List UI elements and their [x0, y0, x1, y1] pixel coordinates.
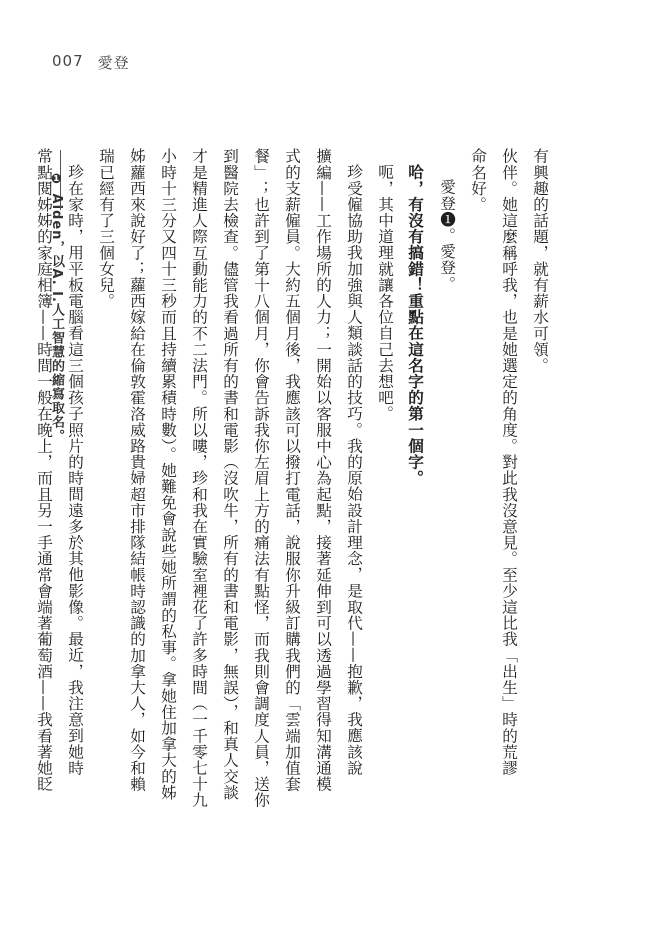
text-line: 瑞已經有了三個女兒。 [97, 148, 115, 309]
body-text [28, 148, 555, 888]
text-line: 愛登❶。愛登。 [438, 179, 456, 292]
page-number: 007 [52, 52, 84, 70]
text-line: 到醫院去檢查。儘管我看過所有的書和電影（沒吹牛，所有的書和電影，無誤），和真人交談 [221, 148, 239, 801]
footnote: ❶ Aiden，以A. I.人工智慧的縮寫取名。 [49, 172, 64, 443]
chapter-title: 愛登 [97, 54, 130, 72]
text-line: 姊蘿西來說好了；蘿西嫁給在倫敦霍洛威路貴婦超市排隊結帳時認識的加拿大人，如今和賴 [128, 148, 146, 792]
text-line: 才是精進人際互動能力的不二法門。所以嘍，珍和我在實驗室裡花了許多時間（一千零七十九 [190, 148, 208, 809]
text-line: 珍受僱協助我加強與人類談話的技巧。我的原始設計理念，是取代——抱歉，我應該說 [345, 163, 363, 776]
running-head [52, 52, 130, 73]
text-line: 命名好。 [469, 148, 487, 213]
text-line: 小時十三分又四十三秒而且持續累積時數）。她難免會說些她所謂的私事。拿她住加拿大的姊 [159, 148, 177, 801]
text-line: 有興趣的話題，就有薪水可領。 [531, 148, 549, 374]
text-line: 式的支薪僱員。大約五個月後，我應該可以撥打電話，說服你升級訂購我們的「雲端加值套 [283, 148, 301, 792]
text-line: 伙伴。她這麼稱呼我，也是她選定的角度。對此我沒意見。至少這比我「出生」時的荒謬 [500, 148, 518, 776]
text-line: 擴編——工作場所的人力；一開始以客服中心為起點，接著延伸到可以透過學習得知溝通模 [314, 148, 332, 792]
text-line: 餐」；也許到了第十八個月，你會告訴我你左眉上方的痛法有點怪，而我則會調度人員，送你 [252, 148, 270, 809]
text-line: 哈，有沒有搞錯！重點在這名字的第一個字。 [406, 163, 425, 486]
text-line: 珍在家時，用平板電腦看這三個孩子照片的時間遠多於其他影像。最近，我注意到她時 [66, 163, 84, 776]
text-line: 呃，其中道理就讓各位自己去想吧。 [376, 163, 394, 422]
text-line: 常點閱姊姊的家庭相簿——時間一般在晚上，而且另一手通常會端著葡萄酒——我看著她眨 [35, 148, 53, 792]
